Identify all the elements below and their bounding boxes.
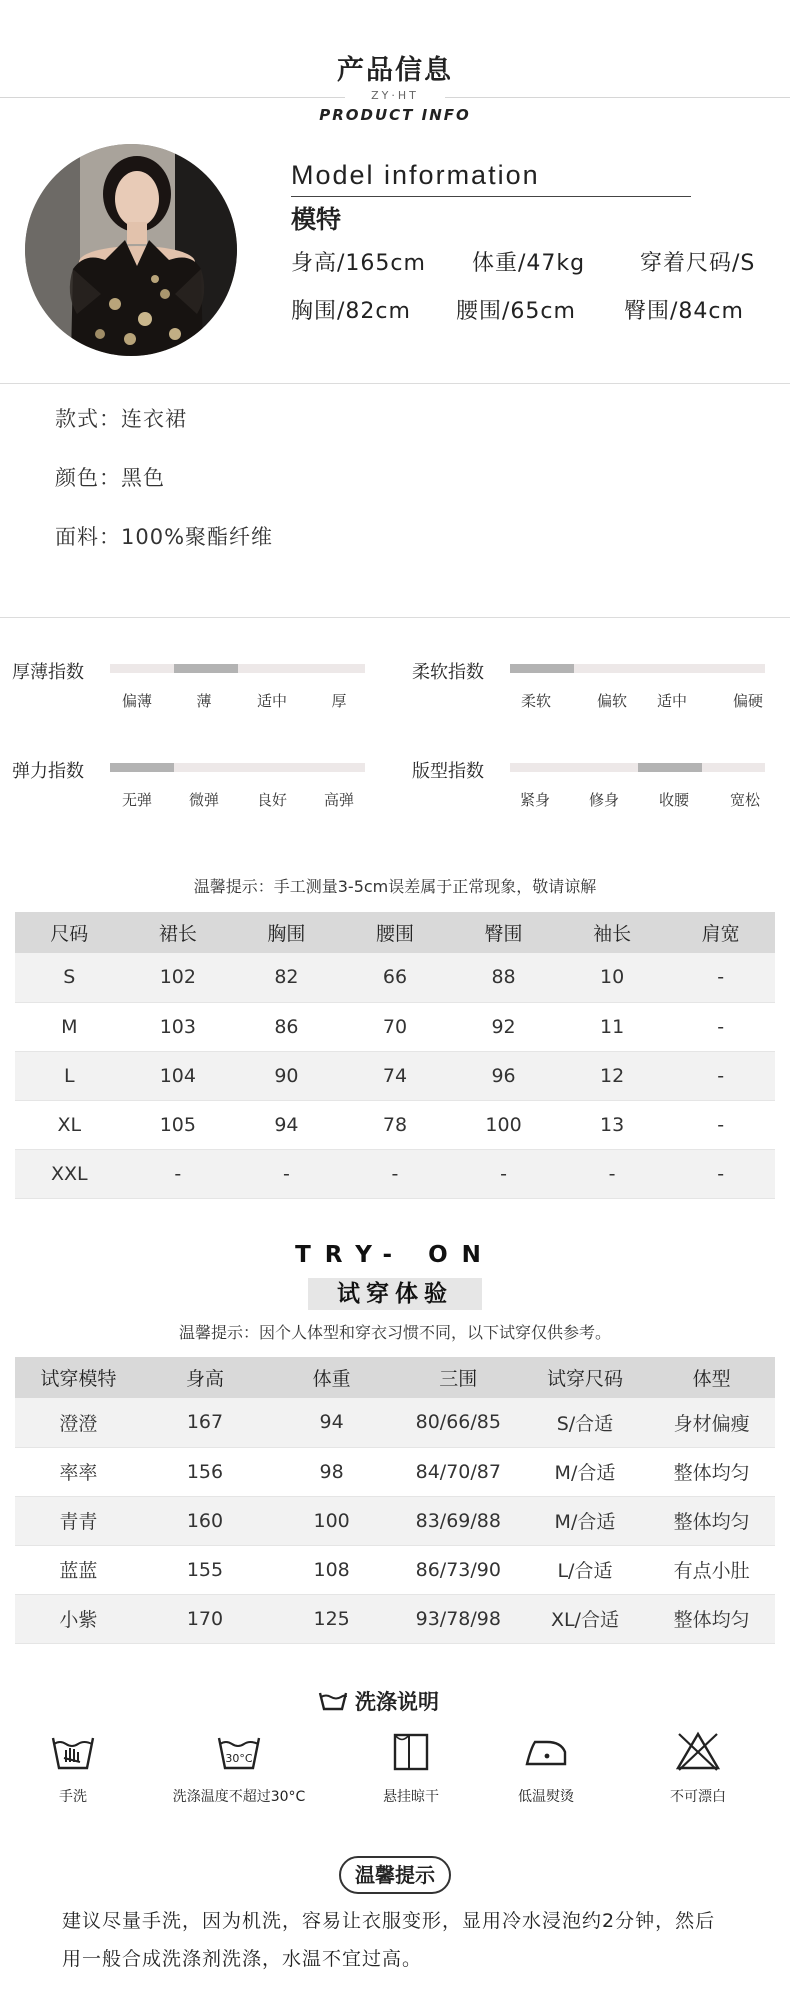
table-cell: 100 bbox=[449, 1100, 558, 1149]
index-option: 适中 bbox=[656, 692, 687, 710]
index-label: 柔软指数 bbox=[412, 662, 484, 683]
table-cell: 98 bbox=[268, 1447, 395, 1496]
size-col-header: 腰围 bbox=[341, 912, 450, 953]
table-cell: XL bbox=[15, 1100, 124, 1149]
index-option: 薄 bbox=[196, 692, 212, 710]
index-option: 厚 bbox=[331, 692, 347, 710]
table-cell: 155 bbox=[142, 1545, 269, 1594]
table-row bbox=[15, 1100, 775, 1149]
table-cell: 13 bbox=[558, 1100, 667, 1149]
model-weight: 体重/47kg bbox=[472, 251, 586, 276]
size-notice: 温馨提示：手工测量3-5cm误差属于正常现象，敬请谅解 bbox=[193, 877, 597, 896]
table-cell: 94 bbox=[268, 1398, 395, 1447]
no-bleach-icon bbox=[673, 1730, 723, 1774]
tryon-heading-cn: 试穿体验 bbox=[337, 1281, 453, 1307]
index-option: 宽松 bbox=[729, 791, 760, 809]
wash-label: 不可漂白 bbox=[670, 1789, 726, 1805]
table-cell: 小紫 bbox=[15, 1594, 142, 1643]
table-cell: - bbox=[666, 1002, 775, 1051]
table-cell: 88 bbox=[449, 953, 558, 1002]
table-row bbox=[15, 1594, 775, 1643]
size-col-header: 裙长 bbox=[124, 912, 233, 953]
section-divider bbox=[0, 383, 790, 384]
size-col-header: 臀围 bbox=[449, 912, 558, 953]
table-cell: M/合适 bbox=[522, 1496, 649, 1545]
table-cell: S/合适 bbox=[522, 1398, 649, 1447]
tips-line: 建议尽量手洗，因为机洗，容易让衣服变形，显用冷水浸泡约2分钟，然后 bbox=[62, 1910, 716, 1932]
index-track bbox=[110, 763, 365, 772]
table-cell: 82 bbox=[232, 953, 341, 1002]
table-row bbox=[15, 1398, 775, 1447]
table-row bbox=[15, 1051, 775, 1100]
table-row bbox=[15, 1149, 775, 1198]
tryon-table bbox=[15, 1357, 775, 1644]
index-option: 偏硬 bbox=[732, 692, 763, 710]
table-cell: 74 bbox=[341, 1051, 450, 1100]
wash-label: 低温熨烫 bbox=[518, 1789, 574, 1805]
table-cell: 170 bbox=[142, 1594, 269, 1643]
attr-color: 颜色：黑色 bbox=[55, 466, 165, 490]
model-photo bbox=[25, 144, 237, 356]
table-cell: 78 bbox=[341, 1100, 450, 1149]
hang-dry-icon bbox=[386, 1730, 436, 1774]
index-option: 高弹 bbox=[323, 791, 354, 809]
model-info-underline bbox=[291, 196, 691, 197]
index-option: 修身 bbox=[588, 791, 619, 809]
tryon-notice: 温馨提示：因个人体型和穿衣习惯不同，以下试穿仅供参考。 bbox=[178, 1323, 611, 1342]
index-option: 偏软 bbox=[596, 692, 627, 710]
table-cell: 澄澄 bbox=[15, 1398, 142, 1447]
table-cell: 蓝蓝 bbox=[15, 1545, 142, 1594]
index-fill bbox=[510, 664, 574, 673]
hand-wash-icon bbox=[48, 1730, 98, 1774]
table-cell: 84/70/87 bbox=[395, 1447, 522, 1496]
table-row bbox=[15, 953, 775, 1002]
index-label: 版型指数 bbox=[412, 761, 484, 782]
size-col-header: 尺码 bbox=[15, 912, 124, 953]
model-hip: 臀围/84cm bbox=[624, 299, 744, 324]
table-cell: 156 bbox=[142, 1447, 269, 1496]
table-cell: 93/78/98 bbox=[395, 1594, 522, 1643]
table-cell: 100 bbox=[268, 1496, 395, 1545]
wash-temp-icon bbox=[214, 1730, 264, 1774]
index-option: 良好 bbox=[256, 791, 287, 809]
table-cell: 11 bbox=[558, 1002, 667, 1051]
index-fill bbox=[110, 763, 174, 772]
low-iron-icon bbox=[521, 1730, 571, 1774]
page-title: 产品信息 bbox=[337, 55, 453, 86]
table-cell: 92 bbox=[449, 1002, 558, 1051]
table-cell: 160 bbox=[142, 1496, 269, 1545]
index-label: 弹力指数 bbox=[12, 761, 84, 782]
index-track bbox=[510, 664, 765, 673]
model-height: 身高/165cm bbox=[291, 251, 426, 276]
section-divider bbox=[0, 617, 790, 618]
wash-title: 洗涤说明 bbox=[355, 1690, 439, 1714]
index-option: 偏薄 bbox=[121, 692, 152, 710]
tryon-col-header: 体型 bbox=[648, 1357, 775, 1398]
table-row bbox=[15, 1002, 775, 1051]
table-cell: 102 bbox=[124, 953, 233, 1002]
table-cell: L/合适 bbox=[522, 1545, 649, 1594]
svg-text:30°C: 30°C bbox=[225, 1752, 253, 1765]
tryon-heading-box bbox=[308, 1278, 482, 1310]
table-cell: 66 bbox=[341, 953, 450, 1002]
table-cell: - bbox=[449, 1149, 558, 1198]
size-col-header: 肩宽 bbox=[666, 912, 775, 953]
wash-label: 手洗 bbox=[59, 1789, 87, 1805]
tryon-col-header: 三围 bbox=[395, 1357, 522, 1398]
table-cell: - bbox=[666, 1051, 775, 1100]
table-cell: 105 bbox=[124, 1100, 233, 1149]
table-cell: - bbox=[341, 1149, 450, 1198]
tryon-col-header: 身高 bbox=[142, 1357, 269, 1398]
table-cell: 70 bbox=[341, 1002, 450, 1051]
table-cell: 整体均匀 bbox=[648, 1496, 775, 1545]
tryon-heading-en: TRY- ON bbox=[295, 1242, 495, 1268]
index-option: 紧身 bbox=[519, 791, 550, 809]
table-cell: M/合适 bbox=[522, 1447, 649, 1496]
table-cell: 108 bbox=[268, 1545, 395, 1594]
table-cell: 率率 bbox=[15, 1447, 142, 1496]
table-cell: S bbox=[15, 953, 124, 1002]
brand-mark: ZY·HT bbox=[345, 89, 445, 102]
table-row bbox=[15, 1447, 775, 1496]
table-cell: 90 bbox=[232, 1051, 341, 1100]
table-cell: - bbox=[666, 1100, 775, 1149]
table-cell: 167 bbox=[142, 1398, 269, 1447]
table-cell: 125 bbox=[268, 1594, 395, 1643]
model-waist: 腰围/65cm bbox=[456, 299, 576, 324]
table-cell: 青青 bbox=[15, 1496, 142, 1545]
table-cell: 整体均匀 bbox=[648, 1447, 775, 1496]
table-cell: 86/73/90 bbox=[395, 1545, 522, 1594]
page-subtitle: PRODUCT INFO bbox=[319, 106, 471, 124]
index-fill bbox=[638, 763, 702, 772]
table-row bbox=[15, 1496, 775, 1545]
attr-fabric: 面料：100%聚酯纤维 bbox=[55, 525, 274, 549]
index-option: 柔软 bbox=[520, 692, 551, 710]
size-col-header: 胸围 bbox=[232, 912, 341, 953]
table-cell: 身材偏瘦 bbox=[648, 1398, 775, 1447]
table-cell: 整体均匀 bbox=[648, 1594, 775, 1643]
model-bust: 胸围/82cm bbox=[291, 299, 411, 324]
table-cell: - bbox=[124, 1149, 233, 1198]
tryon-col-header: 试穿尺码 bbox=[522, 1357, 649, 1398]
wash-title-icon bbox=[318, 1689, 348, 1713]
index-option: 微弹 bbox=[188, 791, 219, 809]
size-table bbox=[15, 912, 775, 1199]
table-cell: - bbox=[666, 953, 775, 1002]
model-info-heading: Model information bbox=[291, 160, 540, 190]
index-option: 收腰 bbox=[658, 791, 689, 809]
tryon-col-header: 试穿模特 bbox=[15, 1357, 142, 1398]
table-cell: XXL bbox=[15, 1149, 124, 1198]
tryon-col-header: 体重 bbox=[268, 1357, 395, 1398]
model-heading-cn: 模特 bbox=[291, 205, 342, 234]
table-cell: 104 bbox=[124, 1051, 233, 1100]
tips-line: 用一般合成洗涤剂洗涤，水温不宜过高。 bbox=[62, 1948, 423, 1970]
table-row bbox=[15, 1545, 775, 1594]
table-cell: 12 bbox=[558, 1051, 667, 1100]
model-size: 穿着尺码/S bbox=[640, 251, 756, 276]
index-track bbox=[510, 763, 765, 772]
table-cell: 94 bbox=[232, 1100, 341, 1149]
table-cell: M bbox=[15, 1002, 124, 1051]
wash-label: 悬挂晾干 bbox=[383, 1789, 439, 1805]
wash-label: 洗涤温度不超过30°C bbox=[172, 1789, 306, 1805]
table-cell: - bbox=[232, 1149, 341, 1198]
index-track bbox=[110, 664, 365, 673]
table-cell: - bbox=[666, 1149, 775, 1198]
index-label: 厚薄指数 bbox=[12, 662, 84, 683]
attr-style: 款式：连衣裙 bbox=[55, 407, 187, 431]
table-cell: - bbox=[558, 1149, 667, 1198]
table-cell: 10 bbox=[558, 953, 667, 1002]
table-cell: 86 bbox=[232, 1002, 341, 1051]
table-cell: L bbox=[15, 1051, 124, 1100]
size-col-header: 袖长 bbox=[558, 912, 667, 953]
index-option: 无弹 bbox=[121, 791, 152, 809]
table-cell: 103 bbox=[124, 1002, 233, 1051]
table-cell: XL/合适 bbox=[522, 1594, 649, 1643]
tips-text bbox=[62, 1902, 742, 1978]
table-cell: 有点小肚 bbox=[648, 1545, 775, 1594]
table-cell: 96 bbox=[449, 1051, 558, 1100]
index-fill bbox=[174, 664, 238, 673]
index-option: 适中 bbox=[256, 692, 287, 710]
table-cell: 80/66/85 bbox=[395, 1398, 522, 1447]
tips-badge: 温馨提示 bbox=[339, 1856, 451, 1894]
table-cell: 83/69/88 bbox=[395, 1496, 522, 1545]
